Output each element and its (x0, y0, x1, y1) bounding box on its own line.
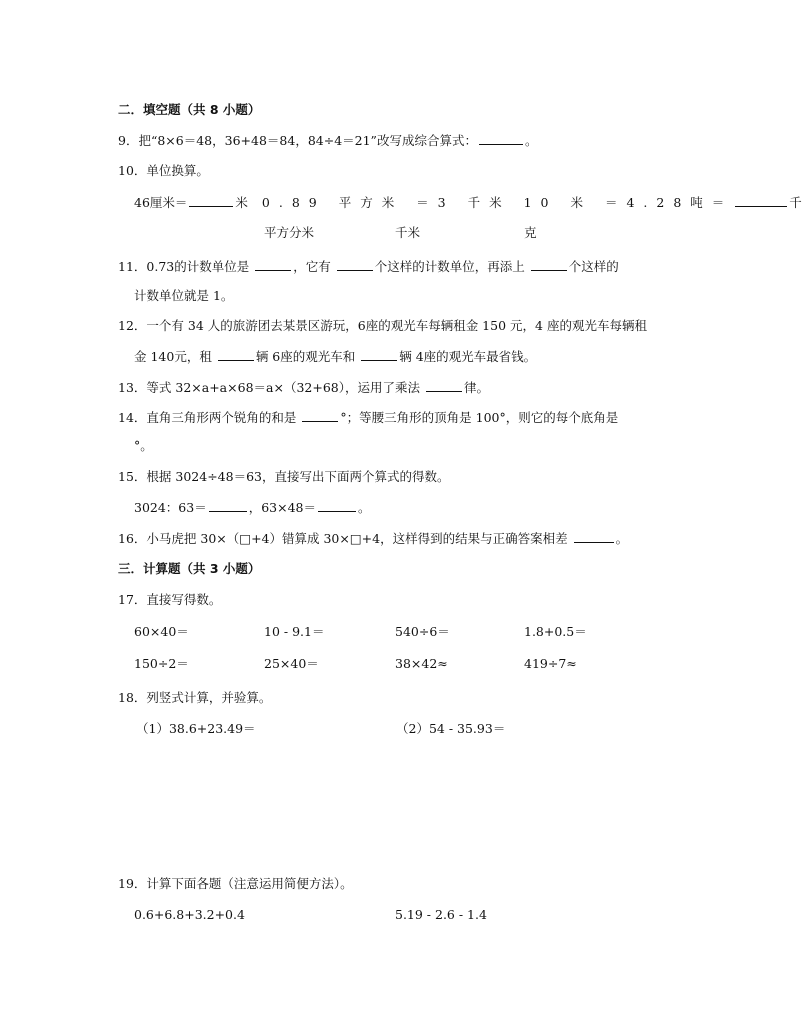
question-9-end: 。 (524, 133, 538, 148)
question-15-part-c: 。 (358, 500, 371, 515)
conversion-wrap-1: 平方分米 (264, 225, 315, 240)
calc-item: 419÷7≈ (524, 656, 577, 671)
answer-blank[interactable] (361, 348, 397, 361)
question-11-part-c: 个这样的计数单位，再添上 (374, 259, 525, 274)
question-13-part-b: 律。 (463, 380, 489, 395)
question-12-line-2 (134, 348, 536, 365)
answer-blank[interactable] (302, 409, 338, 422)
question-12-part-a: 金 140元，租 (134, 349, 212, 364)
question-14 (118, 409, 618, 426)
question-11-line-2: 计数单位就是 1。 (134, 288, 234, 303)
answer-blank[interactable] (337, 258, 373, 271)
calc-item: 10 - 9.1＝ (264, 624, 325, 639)
question-18-title: 18．列竖式计算，并验算。 (118, 690, 272, 705)
calc-item: 25×40＝ (264, 656, 319, 671)
question-11-part-d: 个这样的 (568, 259, 619, 274)
question-11-part-a: 11．0.73的计数单位是 (118, 259, 250, 274)
answer-blank[interactable] (479, 132, 523, 145)
question-10-conversions (134, 194, 802, 211)
question-19-title: 19．计算下面各题（注意运用简便方法）。 (118, 876, 353, 891)
question-10-title: 10．单位换算。 (118, 163, 209, 178)
answer-blank[interactable] (218, 348, 254, 361)
question-15-part-b: ，63×48＝ (248, 500, 317, 515)
question-14-part-a: 14．直角三角形两个锐角的和是 (118, 410, 297, 425)
question-18-problem-1: （1）38.6+23.49＝ (136, 721, 256, 736)
answer-blank[interactable] (189, 194, 233, 207)
question-14-line-2: °。 (134, 438, 153, 453)
question-17-title: 17．直接写得数。 (118, 592, 222, 607)
conversion-wrap-2: 千米 (395, 225, 421, 240)
question-11-part-b: ，它有 (293, 259, 331, 274)
question-11 (118, 258, 619, 275)
question-12-line-1: 12．一个有 34 人的旅游团去某景区游玩，6座的观光车每辆租金 150 元，4 座的观光车每辆租 (118, 318, 647, 333)
question-19-problem-2: 5.19 - 2.6 - 1.4 (395, 907, 487, 922)
question-14-part-b: °；等腰三角形的顶角是 100°，则它的每个底角是 (340, 410, 619, 425)
calc-item: 38×42≈ (395, 656, 448, 671)
answer-blank[interactable] (318, 499, 356, 512)
question-13-part-a: 13．等式 32×a+a×68＝a×（32+68），运用了乘法 (118, 380, 420, 395)
conversion-1-unit: 米 (235, 195, 248, 210)
question-13 (118, 379, 489, 396)
question-15-answers (134, 499, 371, 516)
conversion-2-text: 0.89 平方米 ＝3 千米 10 米 ＝4.28吨＝ (261, 195, 734, 210)
answer-blank[interactable] (531, 258, 567, 271)
calc-item: 150÷2＝ (134, 656, 189, 671)
question-15-part-a: 3024：63＝ (134, 500, 207, 515)
conversion-wrap-3: 克 (524, 225, 537, 240)
calc-item: 60×40＝ (134, 624, 189, 639)
question-16-part-a: 16．小马虎把 30×（□+4）错算成 30×□+4，这样得到的结果与正确答案相差 (118, 531, 568, 546)
question-18-problem-2: （2）54 - 35.93＝ (396, 721, 506, 736)
calc-item: 540÷6＝ (395, 624, 450, 639)
answer-blank[interactable] (574, 530, 614, 543)
answer-blank[interactable] (209, 499, 247, 512)
question-12-part-c: 辆 4座的观光车最省钱。 (399, 349, 537, 364)
conversion-1-text: 46厘米＝ (134, 195, 188, 210)
section-heading-calculation: 三．计算题（共 3 小题） (118, 561, 261, 576)
question-9 (118, 132, 537, 149)
calc-item: 1.8+0.5＝ (524, 624, 587, 639)
answer-blank[interactable] (426, 379, 462, 392)
question-16 (118, 530, 628, 547)
question-16-part-b: 。 (615, 531, 629, 546)
question-9-text: 9．把“8×6＝48，36+48＝84，84÷4＝21”改写成综合算式： (118, 133, 477, 148)
answer-blank[interactable] (735, 194, 787, 207)
question-19-problem-1: 0.6+6.8+3.2+0.4 (134, 907, 245, 922)
question-12-part-b: 辆 6座的观光车和 (255, 349, 356, 364)
section-heading-fill-blank: 二．填空题（共 8 小题） (118, 102, 261, 117)
conversion-end-unit: 千 (789, 195, 802, 210)
answer-blank[interactable] (255, 258, 291, 271)
question-15-text: 15．根据 3024÷48＝63，直接写出下面两个算式的得数。 (118, 469, 450, 484)
